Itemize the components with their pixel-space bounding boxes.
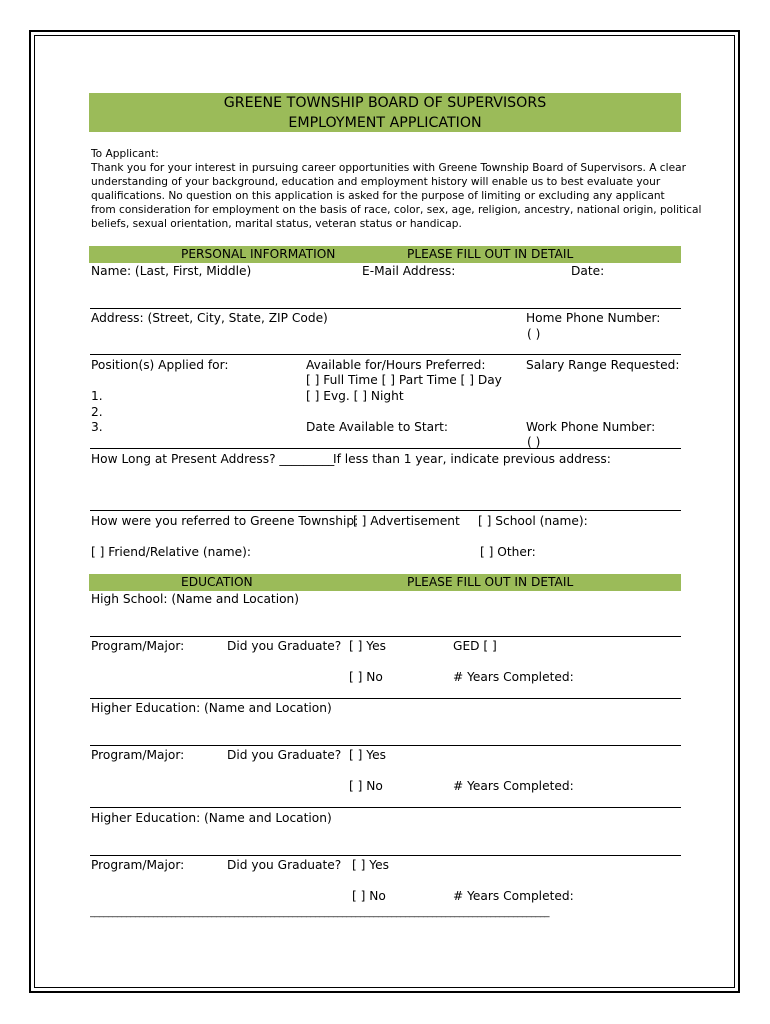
referred-label: How were you referred to Greene Township: [91, 514, 359, 528]
higher-ed-2-label: Higher Education: (Name and Location) [91, 811, 332, 825]
hs-program-rule [90, 698, 681, 699]
higher-ed-1-label: Higher Education: (Name and Location) [91, 701, 332, 715]
positions-label: Position(s) Applied for: [91, 358, 229, 372]
position-3: 3. [91, 420, 103, 434]
how-long-label: How Long at Present Address? _________ [91, 452, 335, 466]
intro-salutation: To Applicant: [91, 148, 159, 160]
he2-years-label: # Years Completed: [453, 889, 574, 903]
he1-program-rule [90, 807, 681, 808]
he1-no-option: [ ] No [349, 779, 383, 793]
referral-friend: [ ] Friend/Relative (name): [91, 545, 252, 559]
salary-label: Salary Range Requested: [526, 358, 680, 372]
he2-program-label: Program/Major: [91, 858, 185, 872]
he2-graduate-label: Did you Graduate? [227, 858, 342, 872]
hours-options-1: [ ] Full Time [ ] Part Time [ ] Day [306, 373, 502, 387]
home-phone-label: Home Phone Number: [526, 311, 661, 325]
referral-school: [ ] School (name): [478, 514, 588, 528]
intro-line-1: Thank you for your interest in pursuing career opportunities with Greene Township Board of Supervisors. A clear [91, 162, 686, 174]
hours-options-2: [ ] Evg. [ ] Night [306, 389, 404, 403]
name-label: Name: (Last, First, Middle) [91, 264, 252, 278]
education-section-heading: EDUCATION [181, 575, 253, 589]
intro-line-3: qualifications. No question on this application is asked for the purpose of limiting or excluding any applicant [91, 190, 665, 202]
high-school-rule [90, 636, 681, 637]
work-phone-parens: ( ) [527, 435, 541, 449]
personal-section-band [89, 246, 681, 263]
higher-ed-1-rule [90, 745, 681, 746]
previous-address-label: If less than 1 year, indicate previous address: [333, 452, 611, 466]
personal-section-instruction: PLEASE FILL OUT IN DETAIL [407, 247, 574, 261]
referral-advertisement: [ ] Advertisement [353, 514, 460, 528]
address-row-rule [90, 354, 681, 355]
hs-ged-option: GED [ ] [453, 639, 497, 653]
hs-graduate-label: Did you Graduate? [227, 639, 342, 653]
hs-no-option: [ ] No [349, 670, 383, 684]
work-phone-label: Work Phone Number: [526, 420, 656, 434]
date-label: Date: [571, 264, 605, 278]
position-1: 1. [91, 389, 103, 403]
hs-years-label: # Years Completed: [453, 670, 574, 684]
position-2: 2. [91, 405, 103, 419]
he1-graduate-label: Did you Graduate? [227, 748, 342, 762]
high-school-label: High School: (Name and Location) [91, 592, 300, 606]
he1-yes-option: [ ] Yes [349, 748, 386, 762]
intro-line-5: beliefs, sexual orientation, marital status, veteran status or handicap. [91, 218, 462, 230]
form-title-line1: GREENE TOWNSHIP BOARD OF SUPERVISORS [223, 95, 547, 111]
hs-yes-option: [ ] Yes [349, 639, 386, 653]
positions-row-rule [90, 448, 681, 449]
education-section-instruction: PLEASE FILL OUT IN DETAIL [407, 575, 574, 589]
intro-line-4: from consideration for employment on the basis of race, color, sex, age, religion, ancestry, national origin, political [91, 204, 702, 216]
home-phone-parens: ( ) [527, 327, 541, 341]
email-label: E-Mail Address: [362, 264, 456, 278]
referral-other: [ ] Other: [480, 545, 536, 559]
intro-line-2: understanding of your background, education and employment history will enable us to best evaluate your [91, 176, 661, 188]
form-title-line2: EMPLOYMENT APPLICATION [288, 115, 482, 131]
name-row-rule [90, 308, 681, 309]
he2-no-option: [ ] No [352, 889, 386, 903]
previous-address-rule [90, 510, 681, 511]
education-section-band [89, 574, 681, 591]
hs-program-label: Program/Major: [91, 639, 185, 653]
he1-program-label: Program/Major: [91, 748, 185, 762]
address-label: Address: (Street, City, State, ZIP Code) [91, 311, 328, 325]
personal-section-heading: PERSONAL INFORMATION [181, 247, 336, 261]
higher-ed-2-rule [90, 855, 681, 856]
he1-years-label: # Years Completed: [453, 779, 574, 793]
bottom-underline-rule: ______________________________________________________________________________________________________ [90, 907, 549, 918]
he2-yes-option: [ ] Yes [352, 858, 389, 872]
available-label: Available for/Hours Preferred: [306, 358, 486, 372]
start-date-label: Date Available to Start: [306, 420, 449, 434]
